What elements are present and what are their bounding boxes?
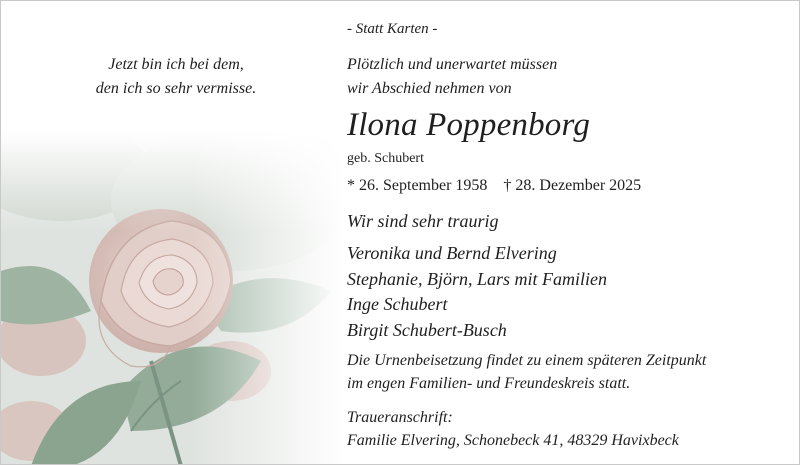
intro-line: wir Abschied nehmen von xyxy=(347,80,512,97)
burial-note xyxy=(347,349,706,395)
memorial-quote xyxy=(41,53,311,101)
header-statt-karten: - Statt Karten - xyxy=(347,21,438,37)
quote-line: Jetzt bin ich bei dem, xyxy=(108,56,244,73)
intro-line: Plötzlich und unerwartet müssen xyxy=(347,56,558,73)
mourner: Veronika und Bernd Elvering xyxy=(347,243,557,263)
mourning-address xyxy=(347,406,679,452)
death-date: † 28. Dezember 2025 xyxy=(503,177,642,194)
address-text: Familie Elvering, Schonebeck 41, 48329 Havixbeck xyxy=(347,432,679,449)
address-label: Traueranschrift: xyxy=(347,409,453,426)
burial-line: Die Urnenbeisetzung findet zu einem späteren Zeitpunkt xyxy=(347,352,707,369)
maiden-name: geb. Schubert xyxy=(347,151,424,166)
mourner: Birgit Schubert-Busch xyxy=(347,319,507,340)
life-dates xyxy=(347,177,641,195)
birth-date: * 26. September 1958 xyxy=(347,177,488,194)
quote-line: den ich so sehr vermisse. xyxy=(95,80,257,97)
deceased-name: Ilona Poppenborg xyxy=(347,107,591,143)
mourner: Stephanie, Björn, Lars mit Familien xyxy=(347,268,607,289)
rose-image xyxy=(1,131,346,465)
mourning-line: Wir sind sehr traurig xyxy=(347,211,499,231)
mourner: Inge Schubert xyxy=(347,294,448,314)
mourners-list xyxy=(347,241,607,343)
burial-line: im engen Familien- und Freundeskreis statt. xyxy=(347,375,631,392)
intro-text xyxy=(347,53,557,101)
